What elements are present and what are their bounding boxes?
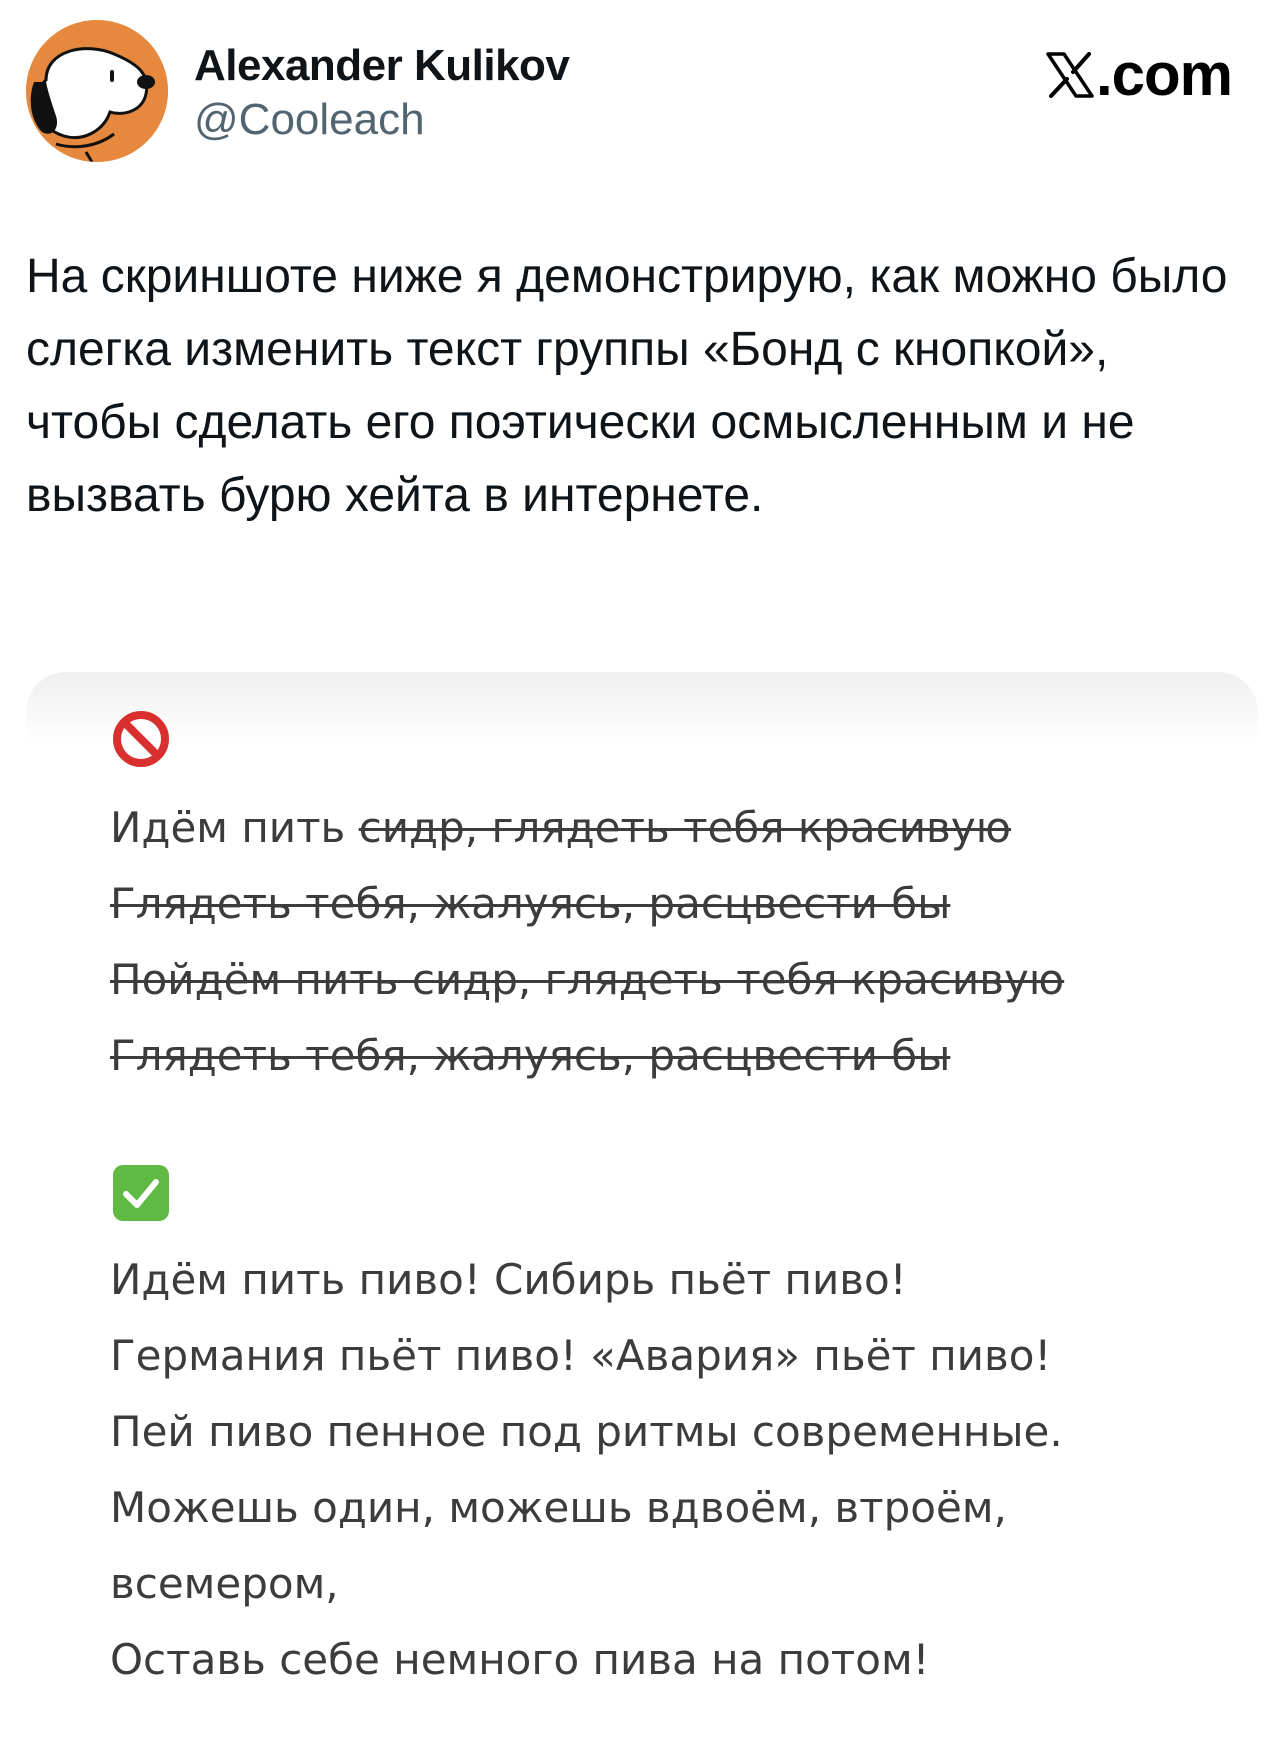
revised-line-4: Можешь один, можешь вдвоём, втроём, xyxy=(110,1483,1007,1532)
x-brand xyxy=(1046,40,1232,110)
check-mark-button-icon xyxy=(110,1162,172,1224)
revised-line-1: Идём пить пиво! Сибирь пьёт пиво! xyxy=(110,1255,907,1304)
tweet-header xyxy=(26,20,1258,164)
author-name[interactable]: Alexander Kulikov xyxy=(194,41,570,90)
revised-lyrics-block xyxy=(110,1162,1063,1698)
snoopy-avatar-icon xyxy=(26,20,168,162)
revised-line-5: всемером, xyxy=(110,1559,339,1608)
revised-lyrics-lines xyxy=(110,1242,1063,1698)
x-logo-icon xyxy=(1046,52,1094,98)
original-line-1 xyxy=(110,790,1064,866)
avatar[interactable] xyxy=(26,20,168,162)
tweet-text: На скриншоте ниже я демонстрирую, как можно было слегка изменить текст группы «Бонд с кнопкой», чтобы сделать его поэтически осмысленным и не вызвать бурю хейта в интернете. xyxy=(26,250,1228,522)
original-line-1-kept: Идём пить xyxy=(110,803,359,852)
original-line-2: Глядеть тебя, жалуясь, расцвести бы xyxy=(110,879,951,928)
original-line-3: Пойдём пить сидр, глядеть тебя красивую xyxy=(110,955,1065,1004)
original-line-4: Глядеть тебя, жалуясь, расцвести бы xyxy=(110,1031,951,1080)
original-lyrics-lines xyxy=(110,790,1064,1094)
original-line-1-struck: сидр, глядеть тебя красивую xyxy=(358,803,1012,852)
revised-line-3: Пей пиво пенное под ритмы современные. xyxy=(110,1407,1063,1456)
attached-image-card[interactable] xyxy=(26,672,1258,1737)
author-block xyxy=(194,40,569,148)
author-handle[interactable]: @Cooleach xyxy=(194,95,425,144)
brand-domain: .com xyxy=(1095,41,1232,108)
original-lyrics-block xyxy=(110,708,1064,1094)
prohibited-icon xyxy=(110,708,172,770)
revised-line-6: Оставь себе немного пива на потом! xyxy=(110,1635,930,1684)
revised-line-2: Германия пьёт пиво! «Авария» пьёт пиво! xyxy=(110,1331,1052,1380)
